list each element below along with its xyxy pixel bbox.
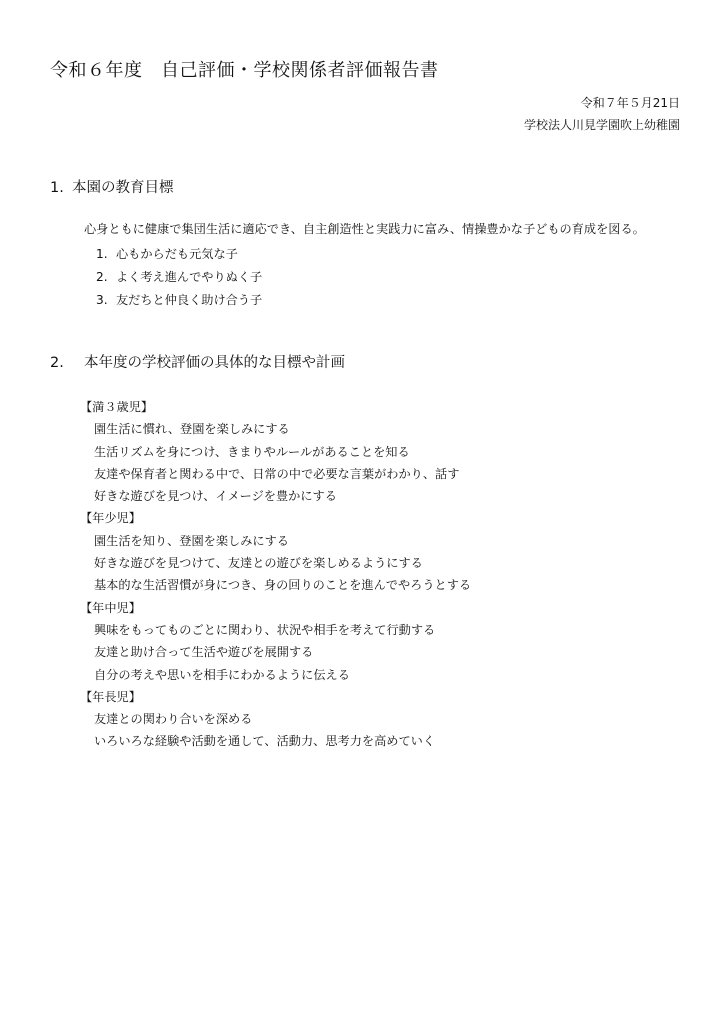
goal-item: 友達や保育者と関わる中で、日常の中で必要な言葉がわかり、話す	[94, 466, 460, 481]
document-date: 令和７年５月21日	[580, 96, 680, 110]
aim-text: 心もからだも元気な子	[116, 247, 238, 261]
section-2-title: 本年度の学校評価の具体的な目標や計画	[84, 355, 345, 371]
goal-item: 基本的な生活習慣が身につき、身の回りのことを進んでやろうとする	[94, 578, 472, 593]
goal-item: 好きな遊びを見つけて、友達との遊びを楽しめるようにする	[94, 556, 423, 571]
organization-name: 学校法人川見学園吹上幼稚園	[523, 118, 680, 132]
aim-number: 2.	[96, 270, 108, 284]
age-group-mitsusai	[80, 396, 471, 507]
aim-text: よく考え進んでやりぬく子	[116, 270, 263, 284]
aim-item	[96, 289, 262, 312]
section-1-title: 本園の教育目標	[72, 180, 174, 196]
goal-item: 園生活を知り、登園を楽しみにする	[94, 533, 289, 548]
age-group-label: 【満３歳児】	[80, 400, 154, 414]
age-group-label: 【年少児】	[80, 511, 141, 526]
aim-number: 1.	[96, 247, 108, 261]
goal-item: 生活リズムを身につけ、きまりやルールがあることを知る	[94, 444, 410, 459]
age-group-nensho	[80, 507, 471, 596]
goal-item: 園生活に慣れ、登園を楽しみにする	[94, 422, 290, 437]
document-header-info	[524, 92, 680, 136]
evaluation-plan	[80, 396, 471, 753]
aim-number: 3.	[96, 293, 108, 307]
goal-item: 友達との関わり合いを深める	[94, 712, 253, 727]
age-group-label: 【年長児】	[80, 689, 141, 704]
document-title: 令和６年度 自己評価・学校関係者評価報告書	[50, 60, 439, 81]
goal-item: 自分の考えや思いを相手にわかるように伝える	[94, 667, 350, 682]
aim-text: 友だちと仲良く助け合う子	[116, 293, 263, 307]
section-2-number: 2.	[50, 355, 64, 371]
age-group-nencho	[80, 686, 471, 753]
goal-item: 好きな遊びを見つけ、イメージを豊かにする	[94, 489, 337, 504]
aim-item	[96, 243, 262, 266]
section-1-number: 1.	[50, 180, 64, 196]
goal-item: 友達と助け合って生活や遊びを展開する	[94, 645, 314, 660]
aim-item	[96, 266, 262, 289]
education-goal-statement: 心身ともに健康で集団生活に適応でき、自主創造性と実践力に富み、情操豊かな子どもの育成を図る。	[84, 222, 645, 236]
section-1-heading	[50, 176, 174, 197]
goal-item: 興味をもってものごとに関わり、状況や相手を考えて行動する	[94, 622, 436, 637]
section-2-heading	[50, 351, 345, 372]
education-aims-list	[96, 243, 262, 312]
goal-item: いろいろな経験や活動を通して、活動力、思考力を高めていく	[94, 734, 436, 749]
age-group-nenchu	[80, 597, 471, 686]
age-group-label: 【年中児】	[80, 600, 141, 615]
